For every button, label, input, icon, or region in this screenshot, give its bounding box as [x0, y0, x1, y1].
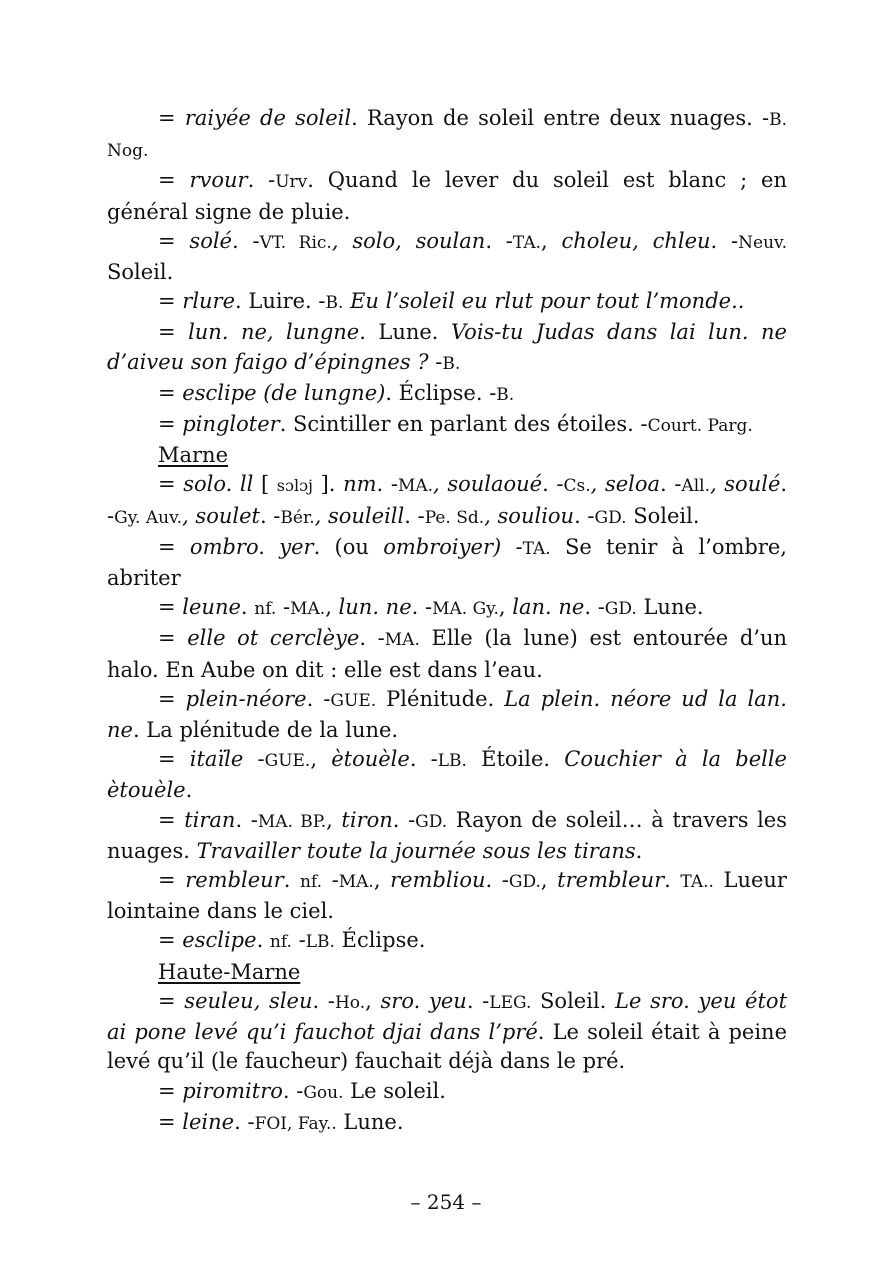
dialect-term: , — [331, 228, 353, 253]
entry-text: - — [291, 928, 306, 953]
dialect-term: ombroiyer) — [383, 534, 502, 559]
entry-text: . La plénitude de la lune. — [132, 718, 399, 743]
entry-text: Soleil. — [531, 988, 616, 1013]
dialect-term: soulet — [195, 503, 260, 528]
dictionary-entry — [107, 806, 787, 866]
entry-text: = — [158, 412, 183, 437]
dictionary-entry — [107, 318, 787, 378]
location-abbreviation: B. — [496, 384, 515, 405]
location-abbreviation: GD. — [508, 872, 541, 893]
location-abbreviation: TA. — [512, 232, 541, 253]
dialect-term: solo, soulan — [352, 228, 486, 253]
entry-text: - — [243, 747, 265, 772]
entry-text: . - — [306, 686, 331, 711]
location-abbreviation: FOI, Fay.. — [254, 1113, 337, 1134]
entry-text: = — [158, 228, 190, 253]
dialect-term: lun. ne, lungne — [188, 320, 360, 345]
entry-text: = — [158, 686, 186, 711]
entry-text: . - — [409, 747, 438, 772]
entry-text: , — [498, 595, 513, 620]
dialect-term: souleill — [327, 503, 405, 528]
location-abbreviation: VT. Ric. — [259, 232, 332, 253]
entry-text: . - — [247, 168, 276, 193]
location-abbreviation: GD. — [415, 811, 448, 832]
dialect-term: , — [709, 472, 725, 497]
dictionary-entry — [107, 1108, 787, 1139]
dialect-term: La plein. néore ud la lan. ne — [107, 686, 787, 743]
dialect-term: esclipe (de lungne) — [182, 380, 386, 405]
entry-text: . - — [660, 472, 682, 497]
dictionary-entry — [107, 987, 787, 1077]
dialect-term: tiran — [184, 807, 236, 832]
entry-text: . Rayon de soleil entre deux nuages. - — [351, 106, 770, 130]
entry-text: . - — [542, 472, 564, 497]
location-abbreviation: B. — [442, 353, 461, 374]
entry-text: = — [158, 106, 185, 130]
dictionary-entry — [107, 379, 787, 410]
entry-text: . - — [234, 1109, 255, 1134]
section-heading-label: Marne — [158, 443, 229, 468]
dictionary-entry — [107, 410, 787, 441]
entry-text: = — [158, 988, 185, 1013]
entry-text: Rayon de soleil… à travers les nuages. — [107, 807, 788, 863]
dialect-term: , — [314, 503, 328, 528]
dialect-term: solo. ll — [183, 472, 254, 497]
entry-text: . - — [485, 228, 513, 253]
entry-text: . - — [392, 807, 416, 832]
entry-text: . — [635, 838, 643, 863]
location-abbreviation: nf. — [299, 872, 323, 893]
location-abbreviation: GUE. — [264, 751, 311, 772]
dictionary-entry — [107, 533, 787, 593]
dialect-term: solé — [189, 228, 232, 253]
location-abbreviation: MA. — [290, 599, 326, 620]
entry-text: Éclipse. — [334, 928, 426, 953]
entry-text: Soleil. — [626, 503, 700, 528]
entry-text: . - — [404, 503, 425, 528]
location-abbreviation: LEG. — [489, 992, 532, 1013]
location-abbreviation: MA. — [397, 476, 434, 497]
entry-text: . — [283, 868, 300, 893]
entry-text: = — [158, 1109, 183, 1134]
dialect-term: Couchier à la belle ètouèle — [107, 747, 787, 803]
entry-text: Elle (la lune) est entourée d’un halo. En Aube on dit : elle est dans l’eau. — [107, 626, 787, 682]
location-abbreviation: Neuv. — [738, 232, 788, 253]
dictionary-entry — [107, 227, 787, 287]
entry-text: = — [158, 472, 184, 497]
dialect-term: lun. ne — [338, 595, 412, 620]
entry-text: , — [365, 988, 381, 1013]
entry-text: = — [158, 534, 190, 559]
location-abbreviation: MA. — [384, 630, 420, 651]
entry-text: . - — [282, 1078, 304, 1103]
dialect-term: esclipe — [182, 928, 257, 953]
dictionary-entry — [107, 593, 787, 624]
entry-text: , — [373, 868, 391, 893]
dialect-term: souliou — [497, 503, 575, 528]
entry-text: . - — [359, 626, 385, 651]
dialect-term: , — [484, 503, 498, 528]
dialect-term: , — [182, 503, 196, 528]
dialect-term: piromitro — [182, 1078, 283, 1103]
entry-text: = — [158, 928, 183, 953]
location-abbreviation: nf. — [269, 932, 292, 953]
entry-text: = — [158, 1078, 183, 1103]
dialect-term: ombro. yer — [189, 534, 314, 559]
location-abbreviation: GD. — [604, 599, 637, 620]
location-abbreviation: MA. Gy. — [432, 599, 499, 620]
dialect-term: ètouèle — [331, 747, 410, 772]
dialect-term: rvour — [189, 168, 248, 193]
entry-text: = — [158, 289, 183, 314]
section-heading — [107, 441, 787, 470]
entry-text: = — [158, 807, 185, 832]
location-abbreviation: Pe. Sd. — [424, 507, 485, 528]
dictionary-entry — [107, 166, 787, 226]
entry-text: , — [310, 747, 332, 772]
dictionary-entry — [107, 104, 787, 166]
entry-text: . - — [574, 503, 595, 528]
entry-text: - — [276, 595, 291, 620]
entry-text: Se tenir à l’ombre, abriter — [107, 534, 787, 591]
entry-text: - — [428, 349, 443, 374]
entry-text: Soleil. — [107, 260, 174, 285]
entry-text: . — [256, 928, 270, 953]
location-abbreviation: B. — [325, 293, 344, 314]
location-abbreviation: TA. — [522, 538, 551, 559]
location-abbreviation: TA.. — [680, 872, 714, 893]
location-abbreviation: MA. BP. — [257, 811, 327, 832]
entry-text: . - — [107, 472, 788, 528]
entry-text: . - — [584, 595, 605, 620]
entry-text: . Luire. - — [235, 289, 326, 314]
entry-text: . - — [411, 595, 433, 620]
entry-text: . - — [466, 988, 490, 1013]
entry-text: Plénitude. — [376, 686, 505, 711]
dialect-term: rembliou — [390, 868, 486, 893]
entry-text: Le soleil. — [343, 1078, 446, 1103]
dictionary-entry — [107, 624, 787, 684]
entry-text: . Éclipse. - — [385, 380, 497, 405]
entry-text: . - — [232, 228, 260, 253]
dialect-term: leune — [182, 595, 241, 620]
location-abbreviation: Court. Parg. — [647, 416, 753, 437]
entry-text: - — [501, 534, 523, 559]
entry-text: . Quand le lever du soleil est blanc ; en général signe de pluie. — [107, 168, 787, 224]
entry-text: . - — [485, 868, 509, 893]
entry-text: = — [158, 868, 186, 893]
dialect-term: nm — [343, 472, 377, 497]
entry-text: . (ou — [313, 534, 384, 559]
dialect-term: Vois-tu Judas dans lai lun. ne d’aiveu son faigo d’épingnes ? — [107, 320, 787, 374]
location-abbreviation: All. — [681, 476, 710, 497]
dictionary-entry — [107, 287, 787, 318]
entry-text: . Le soleil était à peine levé qu’il (le faucheur) fauchait déjà dans le pré. — [107, 1020, 787, 1074]
dialect-term: elle ot cerclèye — [187, 626, 360, 651]
location-abbreviation: GUE. — [330, 690, 377, 711]
entry-text: = — [158, 168, 190, 193]
dialect-term: seloa — [604, 472, 661, 497]
dialect-term: rlure — [182, 289, 236, 314]
entry-text: = — [158, 626, 188, 651]
dialect-term: leine — [182, 1109, 235, 1134]
location-abbreviation: B. Nog. — [107, 110, 787, 162]
dialect-term: tiron — [341, 807, 393, 832]
dialect-term: seuleu, sleu — [184, 988, 313, 1013]
dialect-term: lan. ne — [512, 595, 585, 620]
entry-text: , — [326, 807, 342, 832]
entry-text: . — [240, 595, 255, 620]
dialect-term: pingloter — [182, 412, 280, 437]
location-abbreviation: MA. — [338, 872, 374, 893]
phonetic-transcription: sɔlɔj — [276, 476, 313, 496]
entry-text: = — [158, 320, 189, 345]
dictionary-entry — [107, 926, 787, 957]
location-abbreviation: LB. — [437, 751, 467, 772]
entry-text: = — [158, 595, 183, 620]
entry-text: . - — [259, 503, 281, 528]
entry-text: . - — [312, 988, 335, 1013]
entry-text: Lune. — [636, 595, 704, 620]
location-abbreviation: LB. — [305, 932, 335, 953]
entry-text: Lune. — [336, 1109, 404, 1134]
dictionary-entry — [107, 470, 787, 532]
dialect-term: , — [433, 472, 448, 497]
entry-text: , — [540, 868, 558, 893]
entry-text: , — [325, 595, 339, 620]
dialect-term: soulaoué — [447, 472, 543, 497]
dialect-term: sro. yeu — [380, 988, 467, 1013]
entry-text: [ — [253, 472, 277, 497]
dictionary-entry — [107, 1077, 787, 1108]
entry-text: . — [185, 778, 193, 803]
location-abbreviation: Gou. — [303, 1082, 344, 1103]
location-abbreviation: Ho. — [334, 992, 366, 1013]
dialect-term: , — [590, 472, 605, 497]
location-abbreviation: Gy. Auv. — [114, 507, 183, 528]
entry-text: . - — [710, 228, 739, 253]
dialect-term: Travailler toute la journée sous les tirans — [196, 838, 636, 863]
dialect-term: rembleur — [185, 868, 284, 893]
entry-text: . Scintiller en parlant des étoiles. - — [279, 412, 648, 437]
entry-text: . Lune. — [359, 320, 451, 345]
entry-text: Lueur lointaine dans le ciel. — [107, 868, 787, 924]
entry-text: = — [158, 380, 183, 405]
location-abbreviation: GD. — [594, 507, 627, 528]
entry-text: . — [664, 868, 681, 893]
dialect-term: plein-néore — [185, 686, 307, 711]
location-abbreviation: Cs. — [563, 476, 591, 497]
location-abbreviation: nf. — [254, 599, 277, 620]
entry-text: . - — [235, 807, 258, 832]
section-heading — [107, 958, 787, 987]
entry-text: ]. — [313, 472, 344, 497]
page-number: – 254 – — [410, 1190, 482, 1214]
dialect-term: itaïle — [189, 747, 244, 772]
dictionary-entry — [107, 685, 787, 745]
dictionary-entry — [107, 866, 787, 926]
entry-text: - — [322, 868, 339, 893]
location-abbreviation: Bér. — [280, 507, 315, 528]
location-abbreviation: Urv — [275, 172, 308, 193]
section-heading-label: Haute-Marne — [158, 959, 301, 984]
entry-text: Étoile. — [466, 747, 565, 772]
page-text — [107, 104, 787, 1139]
dialect-term: raiyée de soleil — [184, 106, 352, 130]
dialect-term: soulé — [724, 472, 781, 497]
entry-text: , — [541, 228, 562, 253]
entry-text: . - — [376, 472, 398, 497]
entry-text: = — [158, 747, 190, 772]
dialect-term: trembleur — [557, 868, 665, 893]
dialect-term: Eu l’soleil eu rlut pour tout l’monde.. — [350, 289, 745, 314]
dialect-term: Le sro. yeu étot ai pone levé qu’i fauchot djai dans l’pré — [107, 988, 788, 1045]
dialect-term: choleu, chleu — [561, 228, 711, 253]
dictionary-entry — [107, 745, 787, 805]
